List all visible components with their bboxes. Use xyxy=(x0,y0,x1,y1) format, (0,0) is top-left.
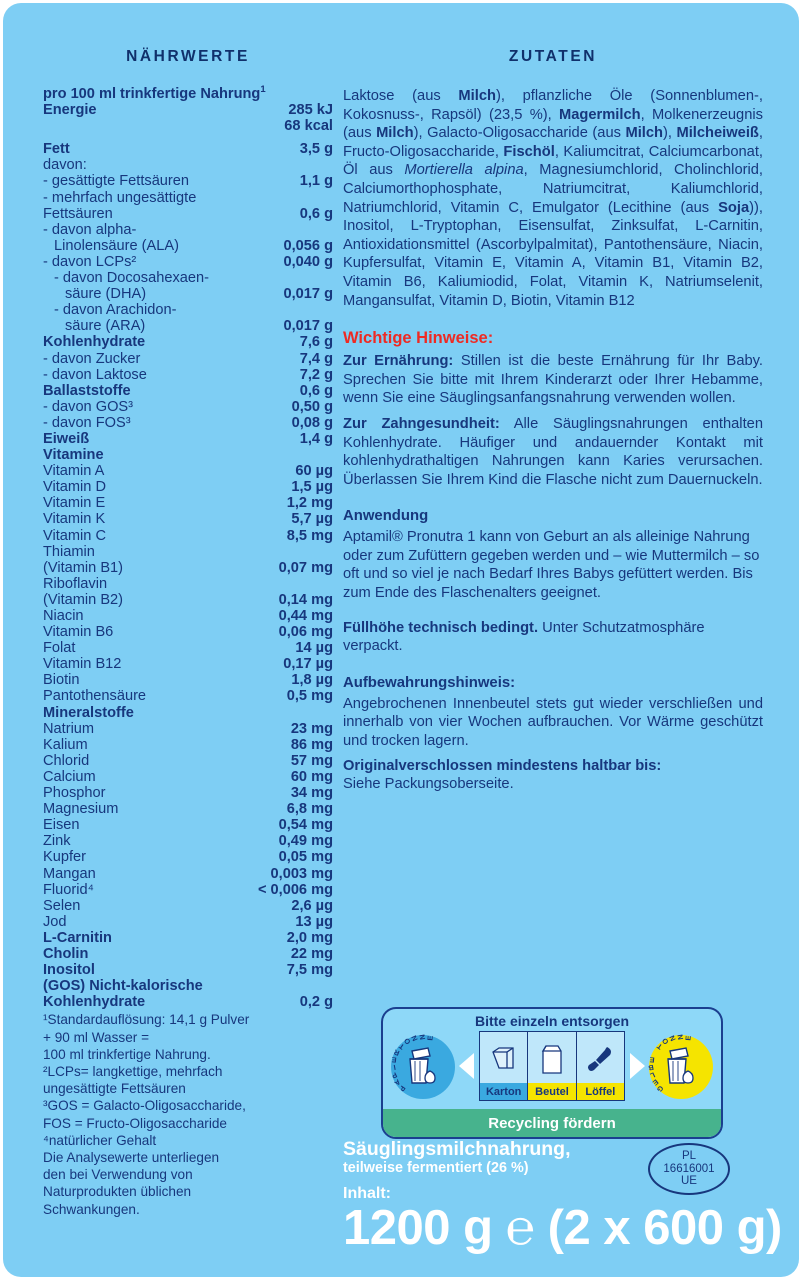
species-name: Mortierella alpina xyxy=(404,162,524,179)
nutrition-row xyxy=(43,286,333,302)
ring-char: N xyxy=(667,1033,678,1043)
nutrient-name: - davon alpha- xyxy=(43,221,137,238)
nutrient-name: Vitamin B6 xyxy=(43,624,114,641)
recycling-item xyxy=(576,1031,625,1101)
nutrition-footnotes xyxy=(43,1012,333,1217)
ring-char: E xyxy=(649,1055,655,1065)
nutrient-name: - davon FOS³ xyxy=(43,414,131,431)
nutrition-row xyxy=(43,222,333,238)
ring-char: P xyxy=(390,1070,399,1081)
nutrition-row xyxy=(43,157,333,173)
nutrient-name: Fettsäuren xyxy=(43,205,113,222)
nutrient-value: 2,0 mg xyxy=(286,929,333,946)
net-weight: 1200 g ℮ (2 x 600 g) xyxy=(343,1201,782,1255)
nutrition-row xyxy=(43,302,333,318)
nutrient-value: 22 mg xyxy=(290,945,333,962)
footnote-line: Schwankungen. xyxy=(43,1201,140,1217)
recycling-item-label: Beutel xyxy=(528,1083,575,1100)
nutrient-name: - davon GOS³ xyxy=(43,398,134,415)
nutrient-name: Kohlenhydrate xyxy=(43,994,146,1011)
nutrition-row xyxy=(43,511,333,527)
nutrient-name: Eiweiß xyxy=(43,430,90,447)
nutrient-name: Vitamin C xyxy=(43,527,106,544)
nutrition-row xyxy=(43,866,333,882)
ring-char: E xyxy=(683,1035,693,1041)
footnote-line: ¹Standardauflösung: 14,1 g Pulver xyxy=(43,1012,250,1028)
nutrient-name: Selen xyxy=(43,897,81,914)
nutrient-name: Kohlenhydrate xyxy=(43,334,146,351)
ring-char: N xyxy=(417,1033,428,1041)
pouch-icon xyxy=(528,1035,575,1082)
nutrition-row xyxy=(43,833,333,849)
nutrient-value: 7,6 g xyxy=(299,334,333,351)
nutrient-name: säure (DHA) xyxy=(65,286,147,303)
nutrient-name: Niacin xyxy=(43,608,84,624)
recycling-item-label: Karton xyxy=(480,1083,527,1100)
nutrient-value: 0,017 g xyxy=(283,318,333,335)
nutrient-value: 14 µg xyxy=(295,640,333,657)
ring-char: N xyxy=(675,1033,686,1041)
nutrient-value: 6,8 mg xyxy=(286,801,333,818)
nutrition-row xyxy=(43,898,333,914)
nutrition-row xyxy=(43,737,333,753)
nutrition-row xyxy=(43,817,333,833)
nutrient-name: Chlorid xyxy=(43,752,90,769)
nutrient-value: 0,08 g xyxy=(291,414,333,431)
nutrition-row xyxy=(43,592,333,608)
nutrition-row xyxy=(43,624,333,640)
best-before-paragraph xyxy=(343,757,763,794)
ring-char: G xyxy=(654,1083,666,1094)
arrow-right-icon xyxy=(630,1053,645,1079)
nutrient-name: - davon Zucker xyxy=(43,350,141,367)
allergen: Soja xyxy=(718,199,750,216)
nutrition-table xyxy=(43,86,333,1010)
ring-char: B xyxy=(647,1062,655,1073)
allergen: Milch xyxy=(458,88,496,104)
recycling-item xyxy=(527,1031,575,1101)
footnote-line: ⁴natürlicher Gehalt xyxy=(43,1132,157,1148)
nutrition-row xyxy=(43,849,333,865)
nutrient-value: 0,54 mg xyxy=(278,817,333,834)
carton-icon xyxy=(480,1035,527,1082)
nutrient-value: 0,50 g xyxy=(291,398,333,415)
nutrition-spacer xyxy=(43,134,333,141)
footnote-line: ³GOS = Galacto-Oligosaccharide, xyxy=(43,1098,246,1114)
nutrition-notice-label: Zur Ernährung: xyxy=(343,353,454,370)
best-before-body: Siehe Packungsoberseite. xyxy=(343,776,514,793)
footnote-line: ungesättigte Fettsäuren xyxy=(43,1081,186,1097)
ring-char: T xyxy=(397,1041,407,1052)
footnote-line: + 90 ml Wasser = xyxy=(43,1029,150,1045)
nutrient-name: (GOS) Nicht-kalorische xyxy=(43,978,203,995)
ring-char: E xyxy=(425,1035,435,1041)
recycling-title: Bitte einzeln entsorgen xyxy=(474,1013,630,1029)
nutrition-row xyxy=(43,351,333,367)
nutrient-value: 57 mg xyxy=(290,752,333,769)
important-notices-heading: Wichtige Hinweise: xyxy=(343,329,494,348)
ring-char: R xyxy=(392,1047,401,1058)
allergen: Magermilch xyxy=(558,106,641,123)
nutrition-row xyxy=(43,576,333,592)
usage-heading: Anwendung xyxy=(343,508,429,525)
recycling-footer: Recycling fördern xyxy=(383,1109,721,1137)
nutrient-name: Vitamin B12 xyxy=(43,656,122,673)
nutrient-name: (Vitamin B2) xyxy=(43,591,124,608)
nutrition-row xyxy=(43,528,333,544)
nutrient-name: Biotin xyxy=(43,672,80,689)
footnote-line: den bei Verwendung von xyxy=(43,1167,193,1183)
ingredients-heading: ZUTATEN xyxy=(508,48,598,65)
nutrient-name: - davon Laktose xyxy=(43,366,147,383)
dental-notice-label: Zur Zahngesundheit: xyxy=(343,415,500,432)
recycling-item-label: Löffel xyxy=(577,1083,624,1100)
ingredients-column xyxy=(343,3,763,794)
nutrient-name: Folat xyxy=(43,640,76,657)
product-subtitle: teilweise fermentiert (26 %) xyxy=(343,1160,529,1176)
dental-notice-body: Alle Säuglingsnahrungen enthalten Kohlenhydrate. Häufiger und andauernder Kontakt mit kohlenhydrathaltigen Nahrungen kann Karies verursachen. Überlassen Sie Ihrem Kind die Flasche nicht zum Dauernuckeln. xyxy=(343,415,763,488)
nutrient-name: Mangan xyxy=(43,865,96,882)
nutrient-value: 0,040 g xyxy=(283,253,333,270)
nutrient-name: Phosphor xyxy=(43,785,106,802)
recycling-items-group xyxy=(479,1031,625,1101)
nutrition-row xyxy=(43,978,333,994)
nutrient-name: Energie xyxy=(43,102,97,119)
nutrient-name: Riboflavin xyxy=(43,575,108,592)
nutrient-value: 0,6 g xyxy=(299,382,333,399)
nutrient-name: - mehrfach ungesättigte xyxy=(43,189,197,206)
nutrient-name: Linolensäure (ALA) xyxy=(54,237,179,254)
paper-bin-ring-label xyxy=(391,1035,455,1099)
content-label: Inhalt: xyxy=(343,1185,391,1202)
nutrition-row xyxy=(43,238,333,254)
nutrition-row xyxy=(43,270,333,286)
nutrient-value: 0,003 mg xyxy=(270,865,333,882)
nutrient-value: 2,6 µg xyxy=(291,897,333,914)
nutrition-row xyxy=(43,399,333,415)
arrow-left-icon xyxy=(459,1053,474,1079)
nutrient-value: 1,8 µg xyxy=(291,672,333,689)
nutrition-row xyxy=(43,102,333,118)
plant-code-country: PL xyxy=(681,1150,697,1163)
storage-text: Angebrochenen Innenbeutel stets gut wieder verschließen und innerhalb von vier Wochen aufbrauchen. Vor Wärme geschützt und trocken lagern. xyxy=(343,695,763,750)
ring-char: T xyxy=(655,1041,665,1052)
nutrient-value: 0,5 mg xyxy=(286,688,333,705)
nutrition-row xyxy=(43,962,333,978)
nutrition-row xyxy=(43,254,333,270)
nutrient-value: 3,5 g xyxy=(299,141,333,158)
nutrient-value: 0,06 mg xyxy=(278,624,333,641)
nutrient-name: Jod xyxy=(43,913,67,930)
nutrition-row xyxy=(43,560,333,576)
allergen: Milch xyxy=(625,125,663,142)
nutrition-row xyxy=(43,318,333,334)
nutrient-name: Fett xyxy=(43,141,70,158)
nutrition-row xyxy=(43,173,333,189)
recycling-top-area xyxy=(383,1009,721,1105)
dental-notice-paragraph xyxy=(343,415,763,489)
nutrient-name: - gesättigte Fettsäuren xyxy=(43,173,190,190)
nutrition-row xyxy=(43,688,333,704)
nutrition-rows-container xyxy=(43,102,333,1010)
nutrition-row xyxy=(43,753,333,769)
allergen: Fischöl xyxy=(503,143,555,160)
nutrition-row xyxy=(43,431,333,447)
product-name: Säuglingsmilchnahrung, xyxy=(343,1138,571,1160)
nutrient-value: < 0,006 mg xyxy=(257,881,333,898)
nutrient-name: davon: xyxy=(43,157,87,174)
paper-bin-disc xyxy=(391,1035,455,1099)
yellow-bin-disc xyxy=(649,1035,713,1099)
nutrient-value: 0,07 mg xyxy=(278,559,333,576)
nutrition-row xyxy=(43,994,333,1010)
allergen: Milch xyxy=(376,125,414,142)
nutrition-row xyxy=(43,656,333,672)
nutrient-name: - davon Arachidon- xyxy=(54,302,177,319)
ring-char: L xyxy=(648,1070,657,1081)
nutrient-value: 13 µg xyxy=(295,913,333,930)
plant-code-number: 16616001 xyxy=(663,1162,715,1175)
nutrient-value: 0,2 g xyxy=(299,994,333,1011)
nutrient-name: Ballaststoffe xyxy=(43,382,131,399)
nutrition-row xyxy=(43,882,333,898)
nutrient-value: 285 kJ xyxy=(288,102,333,119)
nutrition-row xyxy=(43,946,333,962)
nutrition-row xyxy=(43,118,333,134)
nutrition-row xyxy=(43,495,333,511)
fill-level-body: Unter Schutzatmosphäre verpackt. xyxy=(343,619,705,655)
nutrient-name: Calcium xyxy=(43,768,96,785)
nutrition-row xyxy=(43,672,333,688)
storage-heading: Aufbewahrungshinweis: xyxy=(343,674,516,691)
nutrient-value: 8,5 mg xyxy=(286,527,333,544)
scoop-icon xyxy=(577,1035,624,1082)
nutrition-row xyxy=(43,190,333,206)
yellow-bin-ring-label xyxy=(649,1035,713,1099)
nutrition-row xyxy=(43,447,333,463)
nutrient-value: 0,056 g xyxy=(283,237,333,254)
recycling-item xyxy=(479,1031,527,1101)
ring-char: I xyxy=(392,1062,397,1073)
nutrient-value: 23 mg xyxy=(290,720,333,737)
nutrient-name: - davon Docosahexaen- xyxy=(54,270,209,287)
nutrition-row xyxy=(43,479,333,495)
nutrient-value: 0,6 g xyxy=(299,205,333,222)
ring-char: O xyxy=(401,1036,413,1047)
nutrient-value: 1,2 mg xyxy=(286,495,333,512)
plant-code-suffix: UE xyxy=(681,1175,697,1188)
ring-char: A xyxy=(392,1077,403,1088)
nutrient-name: (Vitamin B1) xyxy=(43,559,124,576)
nutrition-row xyxy=(43,640,333,656)
nutrition-row xyxy=(43,705,333,721)
nutrient-name: Inositol xyxy=(43,962,95,979)
nutrient-name: Mineralstoffe xyxy=(43,704,134,721)
fill-level-paragraph xyxy=(343,619,763,656)
nutrition-row xyxy=(43,383,333,399)
nutrient-name: Zink xyxy=(43,833,71,850)
footnote-line: ²LCPs= langkettige, mehrfach xyxy=(43,1063,223,1079)
footnote-line: Die Analysewerte unterliegen xyxy=(43,1149,220,1165)
nutrition-row xyxy=(43,785,333,801)
nutrient-name: L-Carnitin xyxy=(43,929,112,946)
nutrition-row xyxy=(43,334,333,350)
nutrient-name: Magnesium xyxy=(43,801,119,818)
nutrient-value: 0,14 mg xyxy=(278,591,333,608)
ring-char: O xyxy=(659,1036,671,1047)
nutrient-name: Vitamin D xyxy=(43,479,106,496)
nutrient-value: 0,05 mg xyxy=(278,849,333,866)
best-before-label: Originalverschlossen mindestens haltbar bis: xyxy=(343,757,662,774)
nutrient-value: 60 mg xyxy=(290,768,333,785)
nutrient-value: 1,4 g xyxy=(299,430,333,447)
nutrient-name: säure (ARA) xyxy=(65,318,146,335)
nutrient-name: Vitamin A xyxy=(43,463,105,480)
footnote-line: 100 ml trinkfertige Nahrung. xyxy=(43,1046,211,1062)
nutrient-value: 68 kcal xyxy=(284,118,333,135)
nutrition-row xyxy=(43,206,333,222)
nutrient-value: 86 mg xyxy=(290,736,333,753)
nutrient-value: 5,7 µg xyxy=(291,511,333,528)
package-label-panel xyxy=(3,3,799,1277)
nutrition-row xyxy=(43,544,333,560)
nutrient-value: 7,5 mg xyxy=(286,962,333,979)
nutrient-name: Vitamin K xyxy=(43,511,106,528)
allergen: Milcheiweiß xyxy=(676,125,759,142)
nutrient-value: 0,17 µg xyxy=(283,656,333,673)
nutrient-value: 0,44 mg xyxy=(278,608,333,624)
nutrition-row xyxy=(43,721,333,737)
nutrient-name: Cholin xyxy=(43,945,89,962)
nutrition-notice-body: Stillen ist die beste Ernährung für Ihr Baby. Sprechen Sie bitte mit Ihrem Kinderarzt oder Ihrer Hebamme, wenn Sie eine Säuglingsanfangsnahrung verwenden wollen. xyxy=(343,353,764,407)
nutrition-basis-label: pro 100 ml trinkfertige Nahrung$^1$ xyxy=(43,84,266,102)
nutrient-name: Kalium xyxy=(43,736,88,753)
nutrition-row xyxy=(43,930,333,946)
nutrient-name: Vitamine xyxy=(43,447,104,464)
footnote-line: Naturprodukten üblichen xyxy=(43,1184,192,1200)
ring-char: E xyxy=(391,1055,397,1065)
nutrient-name: Kupfer xyxy=(43,849,86,866)
nutrition-row xyxy=(43,769,333,785)
ring-char: P xyxy=(397,1083,408,1094)
nutrition-column xyxy=(43,3,333,1219)
nutrition-row xyxy=(43,608,333,624)
nutrient-value: 7,2 g xyxy=(299,366,333,383)
plant-approval-code xyxy=(648,1143,730,1195)
nutrient-name: Thiamin xyxy=(43,543,95,560)
nutrition-row xyxy=(43,801,333,817)
nutrition-heading: NÄHRWERTE xyxy=(126,48,250,65)
usage-text: Aptamil® Pronutra 1 kann von Geburt an als alleinige Nahrung oder zum Zufüttern gegeben werden und – wie Muttermilch – so oft und so viel je nach Bedarf Ihres Babys gefüttert werden. Bis zum Ende des Flaschenalters geeignet. xyxy=(343,529,760,602)
nutrient-value: 60 µg xyxy=(295,463,333,480)
nutrient-name: Pantothensäure xyxy=(43,688,147,705)
nutrient-value: 0,49 mg xyxy=(278,833,333,850)
nutrient-name: Eisen xyxy=(43,817,80,834)
recycling-info-badge xyxy=(381,1007,723,1139)
fill-level-label: Füllhöhe technisch bedingt. xyxy=(343,619,539,636)
nutrition-basis-superscript: 1 xyxy=(260,84,266,96)
nutrient-name: - davon LCPs² xyxy=(43,253,137,270)
nutrient-value: 7,4 g xyxy=(299,350,333,367)
nutrition-row xyxy=(43,415,333,431)
nutrition-row xyxy=(43,141,333,157)
nutrient-value: 1,1 g xyxy=(299,173,333,190)
ring-char: E xyxy=(650,1077,661,1088)
nutrient-value: 0,017 g xyxy=(283,286,333,303)
nutrient-name: Fluorid⁴ xyxy=(43,881,94,898)
footnote-line: FOS = Fructo-Oligosaccharide xyxy=(43,1115,227,1131)
ingredients-text: Laktose (aus Milch), pflanzliche Öle (Sonnenblumen-, Kokosnuss-, Rapsöl) (23,5 %), Magermilch, Molkenerzeugnis (aus Milch), Galacto-Oligosaccharide (aus Milch), Milcheiweiß, Fructo-Oligosaccharide, Fischöl, Kaliumcitrat, Calciumcarbonat, Öl aus Mortierella alpina, Magnesiumchlorid, Cholinchlorid, Calciumorthophosphate, Natriumcitrat, Kaliumchlorid, Natriumchlorid, Vitamin C, Emulgator (Lecithine (aus Soja)), Inositol, L-Tryptophan, Eisensulfat, Zinksulfat, L-Carnitin, Antioxidationsmittel (Ascorbylpalmitat), Pantothensäure, Niacin, Kupfersulfat, Vitamin E, Vitamin A, Vitamin B1, Vitamin B2, Vitamin B6, Kaliumiodid, Folat, Vitamin K, Natriumselenit, Mangansulfat, Vitamin D, Biotin, Vitamin B12 xyxy=(343,88,764,309)
nutrition-row xyxy=(43,463,333,479)
nutrition-row xyxy=(43,367,333,383)
nutrition-basis-row xyxy=(43,86,333,102)
nutrition-row xyxy=(43,914,333,930)
nutrition-notice-paragraph xyxy=(343,352,763,408)
nutrient-name: Natrium xyxy=(43,720,95,737)
nutrient-value: 34 mg xyxy=(290,785,333,802)
nutrient-name: Vitamin E xyxy=(43,495,106,512)
nutrient-value: 1,5 µg xyxy=(291,479,333,496)
ring-char: N xyxy=(409,1033,420,1043)
